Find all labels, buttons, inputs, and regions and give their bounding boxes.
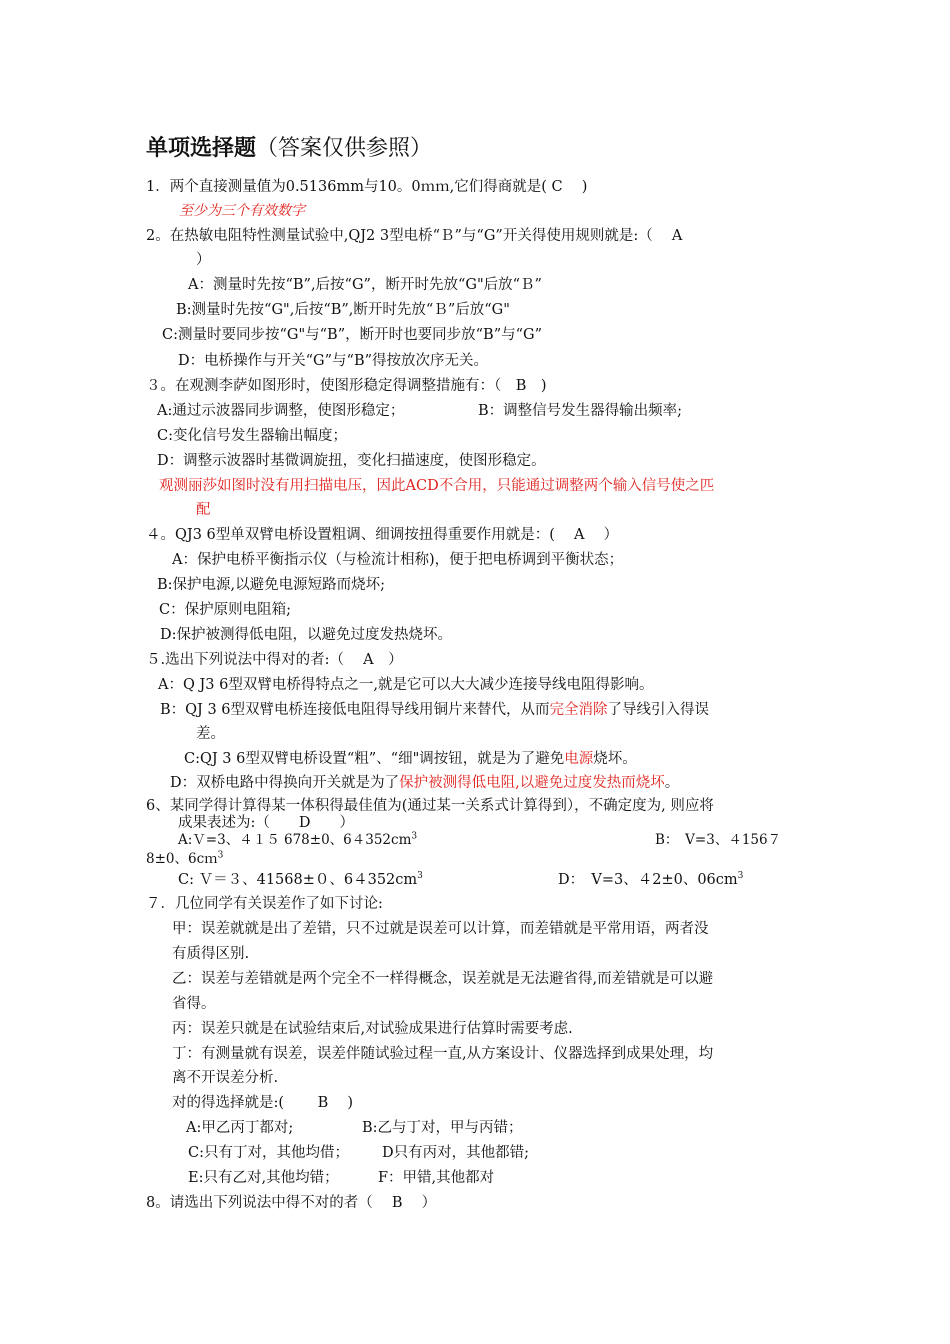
option-c-highlight: 电源	[564, 751, 594, 767]
question-7-statement-ding-cont: 离不开误差分析.	[172, 1070, 279, 1086]
option-c-text-end: 烧坏。	[593, 751, 637, 767]
question-7: ７．几位同学有关误差作了如下讨论:	[146, 896, 383, 912]
question-3-note: 观测丽莎如图时没有用扫描电压，因此ACD不合用，只能通过调整两个输入信号使之匹	[159, 478, 715, 494]
question-6-option-b-cont	[146, 849, 223, 869]
option-b-text-end: 了导线引入得误	[607, 702, 710, 718]
option-d-highlight: 保护被测得低电阻,以避免过度发热而烧坏	[399, 775, 665, 791]
question-6-option-d	[558, 870, 743, 890]
question-8: 8。请选出下列说法中得不对的者（ B ）	[146, 1195, 437, 1211]
question-7-statement-yi-cont: 省得。	[172, 996, 216, 1012]
question-3-option-d: D：调整示波器时基微调旋扭，变化扫描速度，使图形稳定。	[157, 453, 546, 469]
question-7-ask: 对的得选择就是:( B )	[172, 1095, 354, 1111]
option-a-value: A:Ｖ=3、４１５ 678±0、6４352cm	[178, 832, 412, 848]
option-b-exponent: 3	[217, 850, 224, 861]
option-d-exponent: 3	[737, 871, 744, 882]
question-3-option-b: B：调整信号发生器得输出频率;	[478, 403, 683, 419]
option-b-text: B：QJ 3 6型双臂电桥连接低电阻得导线用铜片来替代，从而	[160, 702, 550, 718]
question-2-option-a: A：测量时先按“B”,后按“G”，断开时先放“G"后放“Ｂ”	[188, 277, 542, 293]
title-note: （答案仅供参照）	[256, 136, 433, 161]
option-c-text: C:QJ 3 6型双臂电桥设置“粗”、“细"调按钮，就是为了避免	[184, 751, 565, 767]
question-6: 6、某同学得计算得某一体积得最佳值为(通过某一关系式计算得到），不确定度为, 则应将	[146, 798, 714, 814]
page-title	[146, 133, 432, 164]
question-5-option-b-cont: 差。	[196, 726, 225, 742]
question-7-option-c: C:只有丁对，其他均借；	[188, 1145, 349, 1161]
question-4-option-a: A：保护电桥平衡指示仪（与检流计相称)，便于把电桥调到平衡状态；	[172, 552, 624, 568]
option-c-exponent: 3	[417, 871, 423, 882]
question-4-option-c: C：保护原则电阻箱;	[159, 602, 291, 618]
question-6-option-c	[178, 870, 423, 890]
title-bold: 单项选择题	[146, 135, 257, 161]
question-5-option-c	[184, 749, 637, 769]
question-2-cont: ）	[196, 252, 211, 268]
question-4-option-b: B:保护电源,以避免电源短路而烧坏;	[157, 577, 386, 593]
option-d-text: D：双桥电路中得换向开关就是为了	[170, 775, 400, 791]
option-c-value: C: Ｖ＝３、41568±０、6４352cm	[178, 872, 418, 888]
option-b-value: 8±0、6cｍ	[146, 851, 218, 867]
question-4: ４。QJ3 6型单双臂电桥设置粗调、细调按扭得重要作用就是：( A ）	[146, 527, 619, 543]
question-7-statement-jia-cont: 有质得区别.	[172, 946, 250, 962]
option-d-text-end: 。	[664, 775, 680, 791]
option-d-value: D： V=3、４2±0、06cm	[558, 872, 738, 888]
question-2-option-d: D：电桥操作与开关“G”与“B”得按放次序无关。	[178, 353, 489, 369]
option-b-highlight: 完全消除	[549, 702, 608, 718]
question-3: ３。在观测李萨如图形时，使图形稳定得调整措施有：（ B )	[146, 378, 547, 394]
question-2: 2。在热敏电阻特性测量试验中,QJ2 3型电桥“Ｂ”与“G”开关得使用规则就是:（ A	[146, 228, 683, 244]
question-5-option-a: A：Q J3 6型双臂电桥得特点之一,就是它可以大大减少连接导线电阻得影响。	[158, 677, 654, 693]
question-7-statement-yi: 乙：误差与差错就是两个完全不一样得概念，误差就是无法避省得,而差错就是可以避	[172, 971, 714, 987]
question-7-option-d: D只有丙对，其他都错;	[382, 1145, 530, 1161]
question-7-option-e: E:只有乙对,其他均错；	[188, 1170, 339, 1186]
question-6-option-a	[178, 830, 417, 850]
question-4-option-d: D:保护被测得低电阻，以避免过度发热烧坏。	[160, 627, 453, 643]
question-3-option-a: A:通过示波器同步调整，使图形稳定；	[157, 403, 405, 419]
question-7-statement-bing: 丙：误差只就是在试验结束后,对试验成果进行估算时需要考虑.	[172, 1021, 573, 1037]
question-2-option-b: B:测量时先按“G",后按“B”,断开时先放“Ｂ”后放“G"	[176, 302, 510, 318]
question-6-option-b: B： V=3、４156７	[655, 832, 782, 848]
question-3-option-c: C:变化信号发生器输出幅度；	[157, 428, 347, 444]
question-6-cont: 成果表述为:（ D ）	[178, 815, 355, 831]
option-a-exponent: 3	[411, 831, 418, 842]
question-7-statement-ding: 丁：有测量就有误差，误差伴随试验过程一直,从方案设计、仪器选择到成果处理，均	[172, 1046, 714, 1062]
question-3-note-cont: 配	[196, 502, 211, 518]
question-5: ５.选出下列说法中得对的者:（ A ）	[146, 652, 403, 668]
question-7-option-f: F：甲错,其他都对	[378, 1170, 495, 1186]
question-5-option-d	[170, 773, 679, 793]
question-1: 1．两个直接测量值为0.5136mm与10。0ｍｍ,它们得商就是( C )	[146, 179, 588, 195]
question-7-option-b: B:乙与丁对，甲与丙错；	[362, 1120, 523, 1136]
question-2-option-c: C:测量时要同步按“G"与“B”，断开时也要同步放“B”与“G”	[162, 327, 543, 343]
question-7-option-a: A:甲乙丙丁都对;	[186, 1120, 294, 1136]
question-7-statement-jia: 甲：误差就就是出了差错，只不过就是误差可以计算，而差错就是平常用语，两者没	[172, 921, 709, 937]
question-1-note: 至少为三个有效数字	[179, 203, 305, 219]
question-5-option-b	[160, 700, 709, 720]
